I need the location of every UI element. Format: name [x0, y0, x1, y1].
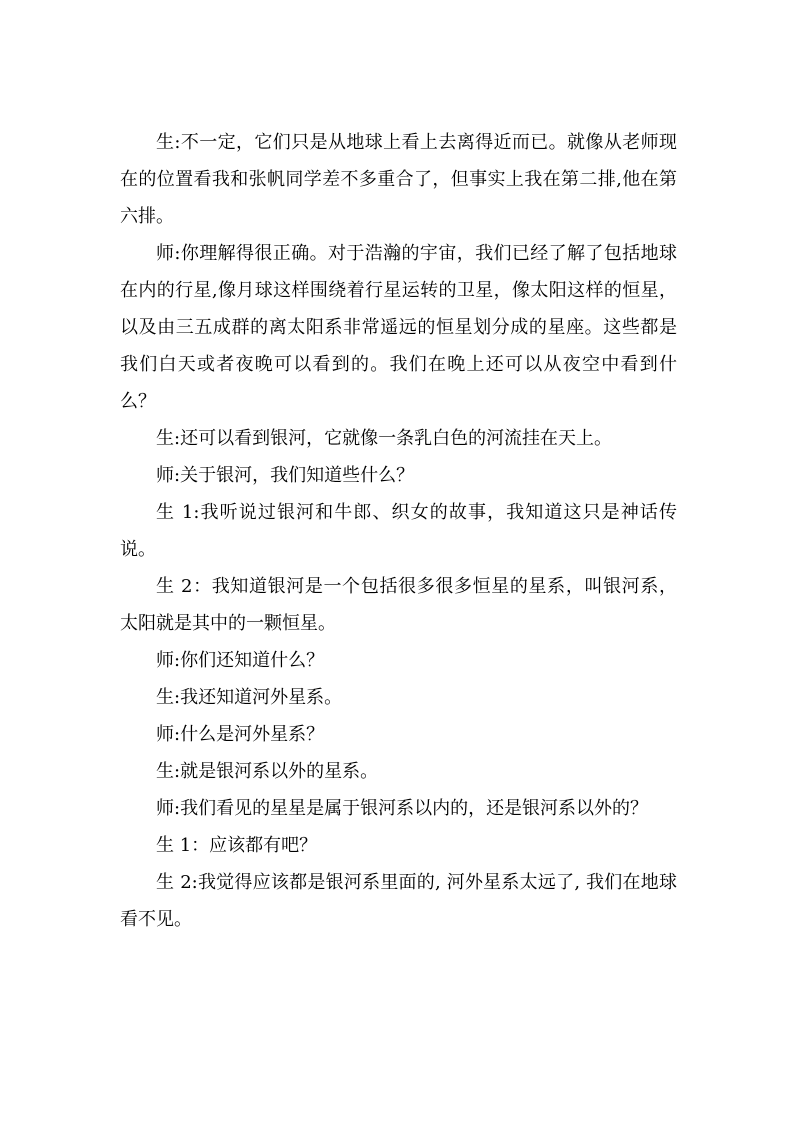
- paragraph-7: 师:你们还知道什么？: [156, 650, 325, 671]
- paragraph-8: 生:我还知道河外星系。: [156, 687, 343, 708]
- paragraph-2: 师:你理解得很正确。对于浩瀚的宇宙，我们已经了解了包括地球在内的行星,像月球这样围绕着行星运转的卫星，像太阳这样的恒星，以及由三五成群的离太阳系非常遥远的恒星划分成的星座。这些都是我们白天或者夜晚可以看到的。我们在晚上还可以从夜空中看到什么？: [120, 243, 677, 412]
- paragraph-9: 师:什么是河外星系？: [156, 724, 325, 745]
- paragraph-13: 生 2:我觉得应该都是银河系里面的, 河外星系太远了, 我们在地球看不见。: [120, 872, 677, 930]
- paragraph-1: 生:不一定，它们只是从地球上看上去离得近而已。就像从老师现在的位置看我和张帆同学差不多重合了，但事实上我在第二排,他在第六排。: [120, 132, 677, 227]
- paragraph-3: 生:还可以看到银河，它就像一条乳白色的河流挂在天上。: [156, 428, 613, 449]
- paragraph-4: 师:关于银河，我们知道些什么？: [156, 465, 415, 486]
- paragraph-10: 生:就是银河系以外的星系。: [156, 761, 379, 782]
- paragraph-12: 生 1：应该都有吧？: [156, 835, 318, 856]
- document-body: [120, 124, 677, 938]
- paragraph-5: 生 1:我听说过银河和牛郎、织女的故事，我知道这只是神话传说。: [120, 502, 677, 560]
- paragraph-6: 生 2：我知道银河是一个包括很多很多恒星的星系，叫银河系，太阳就是其中的一颗恒星。: [120, 576, 677, 634]
- paragraph-11: 师:我们看见的星星是属于银河系以内的，还是银河系以外的？: [156, 798, 649, 819]
